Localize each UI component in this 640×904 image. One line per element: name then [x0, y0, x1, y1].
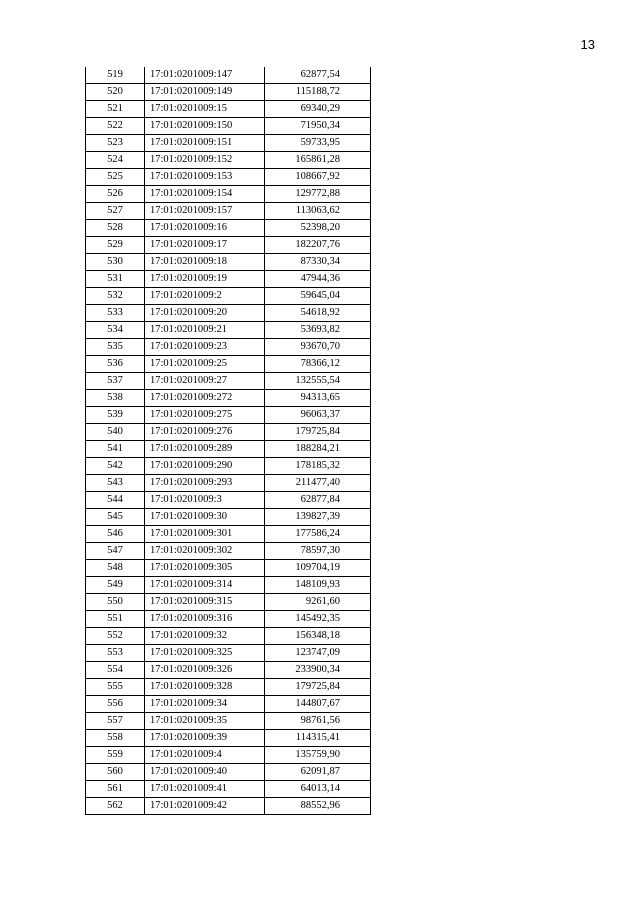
value-cell: 179725,84 [265, 679, 371, 696]
value-cell: 94313,65 [265, 390, 371, 407]
table-row [86, 203, 371, 220]
cadastral-number-cell: 17:01:0201009:21 [145, 322, 265, 339]
table-row [86, 118, 371, 135]
cadastral-number-cell: 17:01:0201009:275 [145, 407, 265, 424]
table-row [86, 696, 371, 713]
row-number-cell: 540 [86, 424, 145, 441]
cadastral-number-cell: 17:01:0201009:150 [145, 118, 265, 135]
row-number-cell: 521 [86, 101, 145, 118]
table-row [86, 356, 371, 373]
table-row [86, 594, 371, 611]
row-number-cell: 522 [86, 118, 145, 135]
value-cell: 177586,24 [265, 526, 371, 543]
value-cell: 109704,19 [265, 560, 371, 577]
row-number-cell: 538 [86, 390, 145, 407]
value-cell: 47944,36 [265, 271, 371, 288]
cadastral-number-cell: 17:01:0201009:32 [145, 628, 265, 645]
row-number-cell: 557 [86, 713, 145, 730]
row-number-cell: 543 [86, 475, 145, 492]
table-row [86, 730, 371, 747]
cadastral-number-cell: 17:01:0201009:276 [145, 424, 265, 441]
cadastral-number-cell: 17:01:0201009:41 [145, 781, 265, 798]
cadastral-number-cell: 17:01:0201009:157 [145, 203, 265, 220]
page-number: 13 [580, 37, 595, 52]
cadastral-number-cell: 17:01:0201009:315 [145, 594, 265, 611]
table-row [86, 407, 371, 424]
value-cell: 113063,62 [265, 203, 371, 220]
cadastral-number-cell: 17:01:0201009:35 [145, 713, 265, 730]
cadastral-number-cell: 17:01:0201009:290 [145, 458, 265, 475]
value-cell: 59733,95 [265, 135, 371, 152]
row-number-cell: 554 [86, 662, 145, 679]
value-cell: 145492,35 [265, 611, 371, 628]
row-number-cell: 559 [86, 747, 145, 764]
table-row [86, 67, 371, 84]
value-cell: 88552,96 [265, 798, 371, 815]
value-cell: 54618,92 [265, 305, 371, 322]
table-row [86, 577, 371, 594]
table-row [86, 492, 371, 509]
cadastral-number-cell: 17:01:0201009:289 [145, 441, 265, 458]
table-row [86, 798, 371, 815]
table-row [86, 288, 371, 305]
row-number-cell: 531 [86, 271, 145, 288]
table-row [86, 747, 371, 764]
value-cell: 233900,34 [265, 662, 371, 679]
cadastral-number-cell: 17:01:0201009:152 [145, 152, 265, 169]
cadastral-number-cell: 17:01:0201009:19 [145, 271, 265, 288]
row-number-cell: 524 [86, 152, 145, 169]
value-cell: 148109,93 [265, 577, 371, 594]
cadastral-number-cell: 17:01:0201009:3 [145, 492, 265, 509]
cadastral-number-cell: 17:01:0201009:328 [145, 679, 265, 696]
cadastral-number-cell: 17:01:0201009:153 [145, 169, 265, 186]
value-cell: 182207,76 [265, 237, 371, 254]
value-cell: 53693,82 [265, 322, 371, 339]
cadastral-number-cell: 17:01:0201009:25 [145, 356, 265, 373]
value-cell: 129772,88 [265, 186, 371, 203]
table-row [86, 305, 371, 322]
cadastral-number-cell: 17:01:0201009:40 [145, 764, 265, 781]
row-number-cell: 544 [86, 492, 145, 509]
value-cell: 144807,67 [265, 696, 371, 713]
row-number-cell: 547 [86, 543, 145, 560]
row-number-cell: 549 [86, 577, 145, 594]
row-number-cell: 550 [86, 594, 145, 611]
value-cell: 78366,12 [265, 356, 371, 373]
row-number-cell: 525 [86, 169, 145, 186]
value-cell: 59645,04 [265, 288, 371, 305]
row-number-cell: 537 [86, 373, 145, 390]
table-row [86, 84, 371, 101]
value-cell: 139827,39 [265, 509, 371, 526]
table-row [86, 220, 371, 237]
table-row [86, 186, 371, 203]
row-number-cell: 552 [86, 628, 145, 645]
cadastral-number-cell: 17:01:0201009:30 [145, 509, 265, 526]
table-row [86, 645, 371, 662]
value-cell: 52398,20 [265, 220, 371, 237]
value-cell: 156348,18 [265, 628, 371, 645]
table-row [86, 560, 371, 577]
value-cell: 115188,72 [265, 84, 371, 101]
row-number-cell: 551 [86, 611, 145, 628]
row-number-cell: 535 [86, 339, 145, 356]
row-number-cell: 541 [86, 441, 145, 458]
row-number-cell: 560 [86, 764, 145, 781]
cadastral-number-cell: 17:01:0201009:17 [145, 237, 265, 254]
table-row [86, 101, 371, 118]
value-cell: 64013,14 [265, 781, 371, 798]
cadastral-number-cell: 17:01:0201009:16 [145, 220, 265, 237]
table-row [86, 237, 371, 254]
row-number-cell: 526 [86, 186, 145, 203]
table-row [86, 424, 371, 441]
value-cell: 71950,34 [265, 118, 371, 135]
cadastral-number-cell: 17:01:0201009:34 [145, 696, 265, 713]
value-cell: 69340,29 [265, 101, 371, 118]
table-row [86, 339, 371, 356]
row-number-cell: 555 [86, 679, 145, 696]
table-row [86, 254, 371, 271]
row-number-cell: 562 [86, 798, 145, 815]
row-number-cell: 545 [86, 509, 145, 526]
cadastral-number-cell: 17:01:0201009:39 [145, 730, 265, 747]
cadastral-number-cell: 17:01:0201009:301 [145, 526, 265, 543]
row-number-cell: 536 [86, 356, 145, 373]
cadastral-number-cell: 17:01:0201009:314 [145, 577, 265, 594]
value-cell: 93670,70 [265, 339, 371, 356]
cadastral-number-cell: 17:01:0201009:2 [145, 288, 265, 305]
cadastral-number-cell: 17:01:0201009:27 [145, 373, 265, 390]
table-row [86, 322, 371, 339]
table-row [86, 713, 371, 730]
cadastral-number-cell: 17:01:0201009:20 [145, 305, 265, 322]
table-row [86, 475, 371, 492]
cadastral-number-cell: 17:01:0201009:272 [145, 390, 265, 407]
table-row [86, 152, 371, 169]
table-row [86, 373, 371, 390]
value-cell: 98761,56 [265, 713, 371, 730]
row-number-cell: 539 [86, 407, 145, 424]
row-number-cell: 556 [86, 696, 145, 713]
cadastral-number-cell: 17:01:0201009:326 [145, 662, 265, 679]
row-number-cell: 558 [86, 730, 145, 747]
value-cell: 78597,30 [265, 543, 371, 560]
value-cell: 62877,54 [265, 67, 371, 84]
value-cell: 135759,90 [265, 747, 371, 764]
table-row [86, 509, 371, 526]
cadastral-number-cell: 17:01:0201009:293 [145, 475, 265, 492]
table-row [86, 611, 371, 628]
value-cell: 9261,60 [265, 594, 371, 611]
table-row [86, 628, 371, 645]
row-number-cell: 530 [86, 254, 145, 271]
cadastral-number-cell: 17:01:0201009:305 [145, 560, 265, 577]
row-number-cell: 529 [86, 237, 145, 254]
row-number-cell: 523 [86, 135, 145, 152]
cadastral-number-cell: 17:01:0201009:4 [145, 747, 265, 764]
table-row [86, 135, 371, 152]
value-cell: 188284,21 [265, 441, 371, 458]
row-number-cell: 553 [86, 645, 145, 662]
value-cell: 211477,40 [265, 475, 371, 492]
table-row [86, 543, 371, 560]
row-number-cell: 546 [86, 526, 145, 543]
cadastral-number-cell: 17:01:0201009:147 [145, 67, 265, 84]
cadastral-number-cell: 17:01:0201009:325 [145, 645, 265, 662]
table-row [86, 271, 371, 288]
value-cell: 165861,28 [265, 152, 371, 169]
row-number-cell: 527 [86, 203, 145, 220]
row-number-cell: 533 [86, 305, 145, 322]
value-cell: 87330,34 [265, 254, 371, 271]
cadastral-value-table [85, 67, 371, 815]
value-cell: 62091,87 [265, 764, 371, 781]
value-cell: 114315,41 [265, 730, 371, 747]
cadastral-number-cell: 17:01:0201009:23 [145, 339, 265, 356]
table-row [86, 458, 371, 475]
table-row [86, 169, 371, 186]
cadastral-number-cell: 17:01:0201009:15 [145, 101, 265, 118]
table-row [86, 764, 371, 781]
value-cell: 178185,32 [265, 458, 371, 475]
cadastral-number-cell: 17:01:0201009:154 [145, 186, 265, 203]
row-number-cell: 532 [86, 288, 145, 305]
row-number-cell: 520 [86, 84, 145, 101]
row-number-cell: 519 [86, 67, 145, 84]
cadastral-number-cell: 17:01:0201009:316 [145, 611, 265, 628]
row-number-cell: 542 [86, 458, 145, 475]
table-row [86, 679, 371, 696]
row-number-cell: 528 [86, 220, 145, 237]
cadastral-number-cell: 17:01:0201009:149 [145, 84, 265, 101]
table-row [86, 441, 371, 458]
value-cell: 132555,54 [265, 373, 371, 390]
value-cell: 179725,84 [265, 424, 371, 441]
table-row [86, 390, 371, 407]
row-number-cell: 548 [86, 560, 145, 577]
value-cell: 108667,92 [265, 169, 371, 186]
table-row [86, 526, 371, 543]
value-cell: 62877,84 [265, 492, 371, 509]
table-row [86, 662, 371, 679]
value-cell: 123747,09 [265, 645, 371, 662]
cadastral-number-cell: 17:01:0201009:302 [145, 543, 265, 560]
table-row [86, 781, 371, 798]
value-cell: 96063,37 [265, 407, 371, 424]
cadastral-number-cell: 17:01:0201009:42 [145, 798, 265, 815]
row-number-cell: 534 [86, 322, 145, 339]
cadastral-number-cell: 17:01:0201009:151 [145, 135, 265, 152]
cadastral-number-cell: 17:01:0201009:18 [145, 254, 265, 271]
row-number-cell: 561 [86, 781, 145, 798]
table-body [86, 67, 371, 815]
